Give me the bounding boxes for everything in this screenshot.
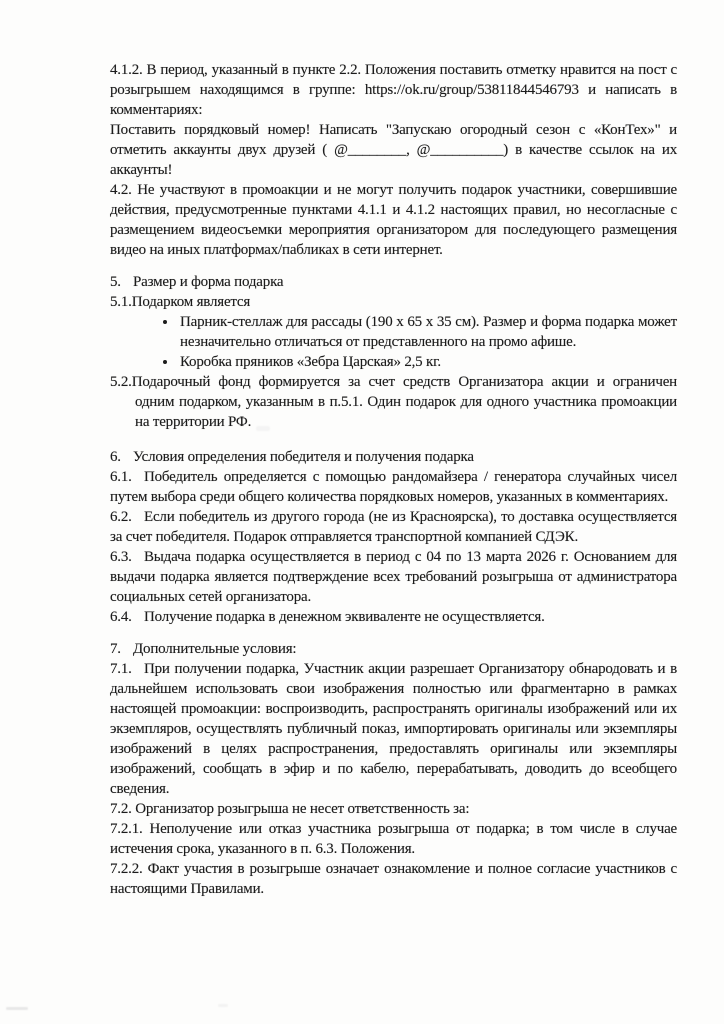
section-5-number: 5. bbox=[110, 274, 121, 290]
clause-7-2-2-paragraph: 7.2.2. Факт участия в розыгрыше означает ознакомление и полное согласие участников с настоящими Правилами. bbox=[110, 861, 677, 897]
scan-artifact bbox=[218, 1004, 228, 1007]
clause-6-3-text: Выдача подарка осуществляется в период с 04 по 13 марта 2026 г. Основанием для выдачи подарка является подтверждение всех требований розыгрыша от администратора социальных сетей организатора. bbox=[110, 549, 677, 605]
section-6-heading bbox=[110, 447, 677, 467]
clause-6-3-paragraph bbox=[110, 547, 677, 607]
scan-artifact bbox=[256, 426, 270, 431]
section-7-title: Дополнительные условия: bbox=[133, 641, 297, 657]
section-5-title: Размер и форма подарка bbox=[133, 274, 284, 290]
gift-list-item-gingerbread: • Коробка пряников «Зебра Царская» 2,5 кг. bbox=[178, 352, 677, 372]
comment-template-paragraph: Поставить порядковый номер! Написать "Запускаю огородный сезон с «КонТех»" и отметить аккаунты двух друзей ( @________, @__________) в качестве ссылок на их аккаунты! bbox=[110, 122, 677, 178]
clause-7-1-text: При получении подарка, Участник акции разрешает Организатору обнародовать и в дальнейшем использовать свои изображения полностью или фрагментарно в рамках настоящей промоакции: воспроизводить, распространять оригиналы изображений или их экземпляров, осуществлять публичный показ, импортировать оригиналы или экземпляры изображений в целях распространения, предоставлять оригиналы или экземпляры изображений, сообщать в эфир и по кабелю, перерабатывать, доводить до всеобщего сведения. bbox=[110, 661, 677, 797]
section-7-heading bbox=[110, 639, 677, 659]
clause-6-2-paragraph bbox=[110, 507, 677, 547]
gift-list bbox=[110, 312, 677, 372]
clause-6-1-text: Победитель определяется с помощью рандомайзера / генератора случайных чисел путем выбора среди общего количества порядковых номеров, указанных в комментариях. bbox=[110, 469, 677, 505]
clause-7-2-paragraph: 7.2. Организатор розыгрыша не несет ответственность за: bbox=[110, 801, 470, 817]
clause-6-1-number: 6.1. bbox=[110, 469, 132, 485]
clause-6-4-number: 6.4. bbox=[110, 609, 132, 625]
clause-7-1-number: 7.1. bbox=[110, 661, 132, 677]
clause-5-2-paragraph: 5.2.Подарочный фонд формируется за счет средств Организатора акции и ограничен одним подарком, указанным в п.5.1. Один подарок для одного участника промоакции на территории РФ. bbox=[110, 374, 677, 430]
section-7-number: 7. bbox=[110, 641, 121, 657]
section-6-title: Условия определения победителя и получения подарка bbox=[133, 449, 474, 465]
clause-7-1-paragraph bbox=[110, 659, 677, 799]
section-6-number: 6. bbox=[110, 449, 121, 465]
section-5-heading bbox=[110, 272, 677, 292]
gift-list-item-greenhouse: • Парник-стеллаж для рассады (190 х 65 х 35 см). Размер и форма подарка может незначительно отличаться от представленного на промо афише. bbox=[178, 312, 677, 352]
scan-artifact bbox=[6, 1007, 28, 1010]
clause-6-2-text: Если победитель из другого города (не из Красноярска), то доставка осуществляется за счет победителя. Подарок отправляется транспортной компанией СДЭК. bbox=[110, 509, 677, 545]
clause-4-1-2-paragraph: 4.1.2. В период, указанный в пункте 2.2. Положения поставить отметку нравится на пост с розыгрышем находящимся в группе: https://ok.ru/group/53811844546793 и написать в комментариях: bbox=[110, 62, 677, 118]
clause-6-2-number: 6.2. bbox=[110, 509, 132, 525]
clause-4-2-paragraph: 4.2. Не участвуют в промоакции и не могут получить подарок участники, совершившие действия, предусмотренные пунктами 4.1.1 и 4.1.2 настоящих правил, но несогласные с размещением видеосъемки мероприятия организатором для последующего размещения видео на иных платформах/пабликах в сети интернет. bbox=[110, 182, 677, 258]
clause-6-3-number: 6.3. bbox=[110, 549, 132, 565]
document-text-content bbox=[110, 60, 677, 899]
clause-6-1-paragraph bbox=[110, 467, 677, 507]
clause-7-2-1-paragraph: 7.2.1. Неполучение или отказ участника розыгрыша от подарка; в том числе в случае истечения срока, указанного в п. 6.3. Положения. bbox=[110, 821, 677, 857]
clause-6-4-paragraph bbox=[110, 607, 677, 627]
clause-5-1-paragraph: 5.1.Подарком является bbox=[110, 294, 251, 310]
clause-6-4-text: Получение подарка в денежном эквиваленте не осуществляется. bbox=[144, 609, 545, 625]
